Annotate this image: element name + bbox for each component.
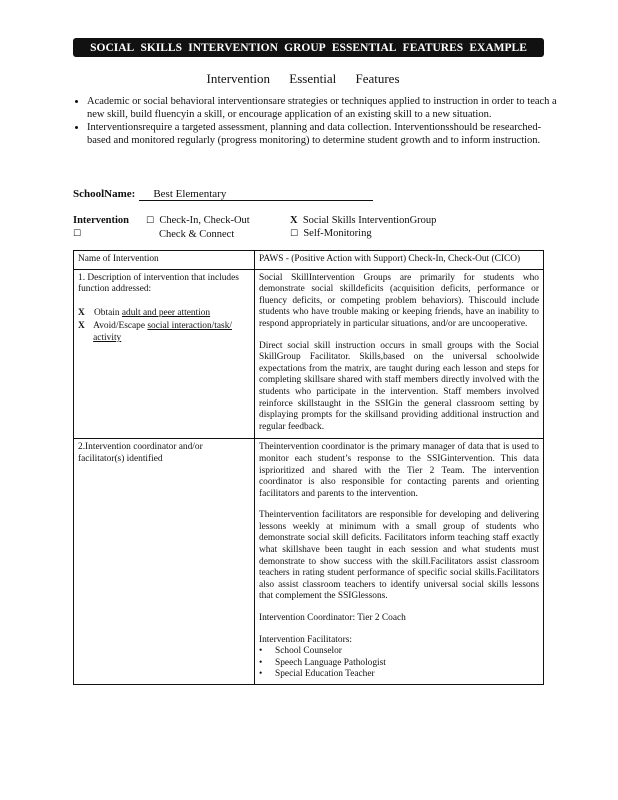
header-cell-value: PAWS - (Positive Action with Support) Check-In, Check-Out (CICO) (255, 251, 544, 270)
row2-content-cell (255, 439, 544, 685)
banner-word: SOCIAL (90, 41, 135, 54)
subtitle (0, 71, 606, 87)
school-name-label: SchoolName: (73, 188, 136, 200)
checkbox-empty-icon: ☐ (290, 229, 299, 239)
header-cell-name: Name of Intervention (74, 251, 255, 270)
bullet-item: • Interventionsrequire a targeted assessment, planning and data collection. Interventionsshould be researched-based and monitored regularly (progress monitoring) to determine student growth and to inform instruction. (87, 121, 557, 147)
intervention-col-2 (290, 214, 436, 241)
row1-paragraph: Social SkillIntervention Groups are primarily for students who demonstrate social skilldeficits (acquisition deficits, performance or fluency deficits, or competing problem behaviors). Thiscould include students who have trouble making or keeping friends, have an inability to respond appropriately in particular situations, and/or are uncooperative. (259, 272, 539, 329)
option-cico: Check-In, Check-Out (159, 215, 250, 226)
subtitle-word: Essential (289, 71, 337, 86)
banner-word: INTERVENTION (188, 41, 278, 54)
check1-text: Obtain (94, 307, 120, 318)
function-check-2 (78, 321, 250, 344)
bullet-item: • Academic or social behavioral interventionsare strategies or techniques applied to instruction in order to teach a new skill, build fluencyin a skill, or encourage application of an existing skill to a new situation. (87, 95, 557, 121)
school-name-value: Best Elementary (139, 188, 373, 201)
intervention-col-1 (146, 214, 250, 241)
checkbox-empty-icon: ☐ (146, 216, 155, 226)
intervention-label: Intervention (73, 215, 129, 226)
banner-word: ESSENTIAL (331, 41, 397, 54)
row1-label-cell (74, 269, 255, 439)
list-item: • School Counselor (271, 646, 539, 658)
list-item: • Speech Language Pathologist (271, 658, 539, 670)
list-item: • Special Education Teacher (271, 669, 539, 681)
row1-title: 1. Description of intervention that includes function addressed: (78, 272, 239, 295)
row2-paragraph: Theintervention facilitators are responsible for developing and delivering lessons weekly at minimum with a small group of students who demonstrate social skill deficits. Facilitators inform teaching staff exactly what skillshave been taught in each session and what students must demonstrate to show success with the skill.Facilitators assist classroom teachers in rating student performance of specific social skills.Facilitators also assist classroom teachers to identify universal social skills lessons that complement the SSIGlessons. (259, 510, 539, 602)
subtitle-word: Intervention (206, 71, 271, 86)
function-check-1 (78, 308, 250, 320)
facilitators-label: Intervention Facilitators: (259, 634, 352, 645)
check1-underlined: adult and peer attention (121, 307, 211, 318)
row2-paragraph: Theintervention coordinator is the primary manager of data that is used to monitor each student’s response to the SSIGintervention. This data isprioritized and shared with the Tier 2 Team. The intervention coordinator is also responsible for contacting parents and orienting facilitators and parents to the intervention. (259, 442, 539, 499)
title-banner (73, 38, 544, 57)
checkbox-x-icon: X (290, 215, 298, 226)
table-row (74, 269, 544, 439)
checkbox-x-icon: X (78, 321, 85, 332)
banner-word: EXAMPLE (469, 41, 527, 54)
intro-bullets (73, 95, 557, 147)
row1-paragraph: Direct social skill instruction occurs in small groups with the Social SkillGroup Facilitator. Skills,based on the universal schoolwide expectations from the matrix, are taught during each lesson and steps for completing skillsare shared with staff members directly involved with the students who participate in the intervention. Staff members involved reinforce skillstaught in the SSIGin the general classroom setting by displaying prompts for the skillsand providing additional instruction and regular feedback. (259, 340, 539, 432)
checkbox-empty-icon: ☐ (73, 229, 82, 239)
school-name-line (73, 188, 373, 201)
check2-underlined: social interaction/task/ activity (93, 321, 232, 343)
coordinator-line: Intervention Coordinator: Tier 2 Coach (259, 613, 406, 624)
banner-word: SKILLS (140, 41, 182, 54)
table-row (74, 439, 544, 685)
table-row (74, 251, 544, 270)
intervention-table (73, 250, 544, 685)
row1-content-cell (255, 269, 544, 439)
intervention-label-block (73, 214, 129, 241)
checkbox-x-icon: X (78, 307, 85, 318)
option-ssig: Social Skills InterventionGroup (302, 215, 437, 226)
check2-text: Avoid/Escape (93, 321, 146, 332)
subtitle-word: Features (355, 71, 400, 86)
row2-label-cell: 2.Intervention coordinator and/or facilitator(s) identified (74, 439, 255, 685)
option-self-monitoring: Self-Monitoring (303, 228, 372, 239)
banner-word: GROUP (284, 41, 326, 54)
banner-word: FEATURES (402, 41, 464, 54)
facilitators-list (259, 646, 539, 681)
option-check-connect: Check & Connect (159, 229, 235, 240)
